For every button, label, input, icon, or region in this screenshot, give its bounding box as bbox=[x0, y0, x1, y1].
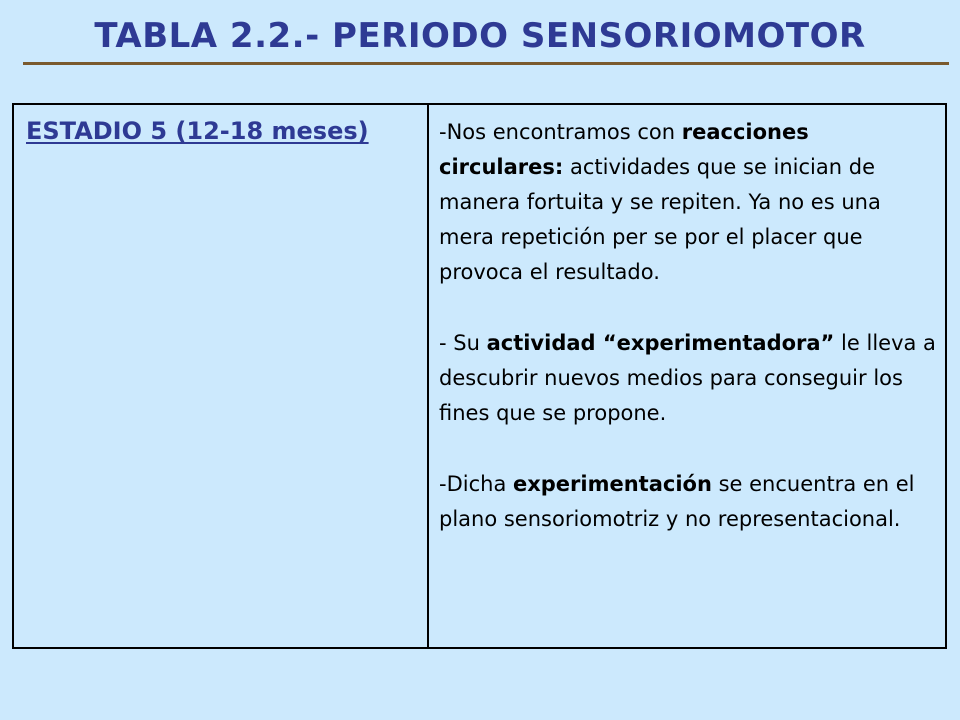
paragraph-2-body: le lleva a descubrir nuevos medios para conseguir los fines que se propone. bbox=[439, 331, 936, 425]
paragraph-1-body: actividades que se inician de manera fortuita y se repiten. Ya no es una mera repetición per se por el placer que provoca el resultado. bbox=[439, 155, 881, 284]
title-underline-rule bbox=[23, 62, 949, 65]
description-paragraph-2 bbox=[439, 326, 937, 431]
paragraph-3-intro: -Dicha bbox=[439, 472, 513, 496]
paragraph-3-keyword: experimentación bbox=[512, 472, 712, 496]
paragraph-2-keyword: actividad “experimentadora” bbox=[486, 331, 835, 355]
paragraph-3-body: se encuentra en el plano sensoriomotriz y no representacional. bbox=[439, 472, 915, 531]
stage-cell bbox=[14, 105, 429, 647]
paragraph-2-intro: - Su bbox=[439, 331, 487, 355]
stage-title: ESTADIO 5 (12-18 meses) bbox=[26, 117, 369, 145]
slide-title: TABLA 2.2.- PERIODO SENSORIOMOTOR bbox=[94, 16, 866, 56]
paragraph-1-keyword: reacciones circulares: bbox=[439, 120, 809, 179]
stage-table bbox=[12, 103, 947, 649]
description-paragraph-3 bbox=[439, 467, 937, 537]
paragraph-1-intro: -Nos encontramos con bbox=[439, 120, 682, 144]
description-cell bbox=[429, 105, 945, 647]
description-paragraph-1 bbox=[439, 115, 937, 290]
